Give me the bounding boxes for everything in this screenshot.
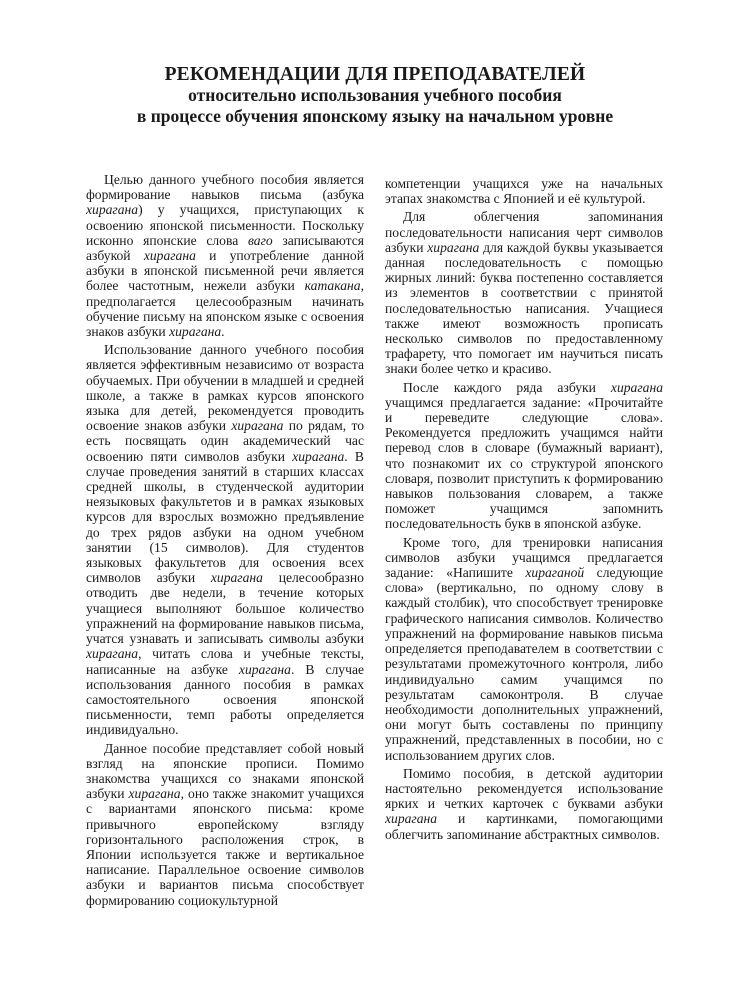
page-subtitle-line-1: относительно использования учебного пособия xyxy=(188,85,562,105)
paragraph: Для облегчения запоминания последовательности написания черт символов азбуки хирагана для каждой буквы указывается данная последовательность с помощью жирных линий: буква постепенно составляется из элементов в соответствии с принятой последовательностью написания. Учащиеся также имеют возможность прописать несколько символов по предоставленному трафарету, что помогает им научиться писать знаки более четко и красиво. xyxy=(385,209,663,377)
paragraph: После каждого ряда азбуки хирагана учащимся предлагается задание: «Прочитайте и переведите следующие слова». Рекомендуется предложить учащимся найти перевод слов в словаре (бумажный вариант), что познакомит их со структурой японского словаря, позволит приступить к формированию навыков пользования словарем, а также поможет учащимся запомнить последовательность букв в японской азбуке. xyxy=(385,379,663,532)
paragraph: Кроме того, для тренировки написания символов азбуки учащимся предлагается задание: «Напишите хираганой следующие слова» (вертикально, по одному слову в каждый столбик), что способствует тренировке графического написания символов. Количество упражнений на формирование навыков письма определяется преподавателем в соответствии с результатами промежуточного контроля, либо индивидуально самим учащимся по результатам самоконтроля. В случае необходимости дополнительных упражнений, они могут быть составлены по принципу упражнений, представленных в пособии, но с использованием других слов. xyxy=(385,534,664,763)
page-title: РЕКОМЕНДАЦИИ ДЛЯ ПРЕПОДАВАТЕЛЕЙ xyxy=(164,64,586,85)
paragraph-continued: компетенции учащихся уже на начальных этапах знакомства с Японией и её культурой. xyxy=(385,176,663,207)
paragraph: Помимо пособия, в детской аудитории настоятельно рекомендуется использование ярких и четких карточек с буквами азбуки хирагана и картинками, помогающими облегчить запоминание абстрактных символов. xyxy=(385,765,663,842)
paragraph: Использование данного учебного пособия является эффективным независимо от возраста обучаемых. При обучении в младшей и средней школе, а также в рамках курсов японского языка для детей, рекомендуется проводить освоение знаков азбуки хирагана по рядам, то есть посвящать один академический час освоению пяти символов азбуки хирагана. В случае проведения занятий в старших классах средней школы, в студенческой аудитории неязыковых факультетов и в рамках языковых курсов для взрослых возможно предъявление до трех рядов азбуки на одном учебном занятии (15 символов). Для студентов языковых факультетов для освоения всех символов азбуки хирагана целесообразно отводить две недели, в течение которых учащиеся выполняют большое количество упражнений на формирование навыков письма, учатся узнавать и записывать символы азбуки хирагана, читать слова и учебные тексты, написанные на азбуке хирагана. В случае использования данного пособия в рамках самостоятельного освоения японской письменности, темп работы определяется индивидуально. xyxy=(86,342,365,738)
page-subtitle-line-2: в процессе обучения японскому языку на начальном уровне xyxy=(136,106,614,126)
header xyxy=(0,64,750,127)
paragraph: Целью данного учебного пособия является формирование навыков письма (азбука хирагана) у учащихся, приступающих к освоению японской письменности. Поскольку исконно японские слова ваго записываются азбукой хирагана и употребление данной азбуки в японской письменной речи является более частотным, нежели азбуки катакана, предполагается целесообразным начинать обучение письму на японском языке с освоения знаков азбуки хирагана. xyxy=(86,172,364,340)
paragraph: Данное пособие представляет собой новый взгляд на японские прописи. Помимо знакомства учащихся со знаками японской азбуки хирагана, оно также знакомит учащихся с вариантами японского письма: кроме привычного европейскому взгляду горизонтального расположения строк, в Японии используется также и вертикальное написание. Параллельное освоение символов азбуки и вариантов письма способствует формированию социокультурной xyxy=(86,740,364,908)
right-column xyxy=(385,176,663,845)
left-column xyxy=(86,172,364,911)
